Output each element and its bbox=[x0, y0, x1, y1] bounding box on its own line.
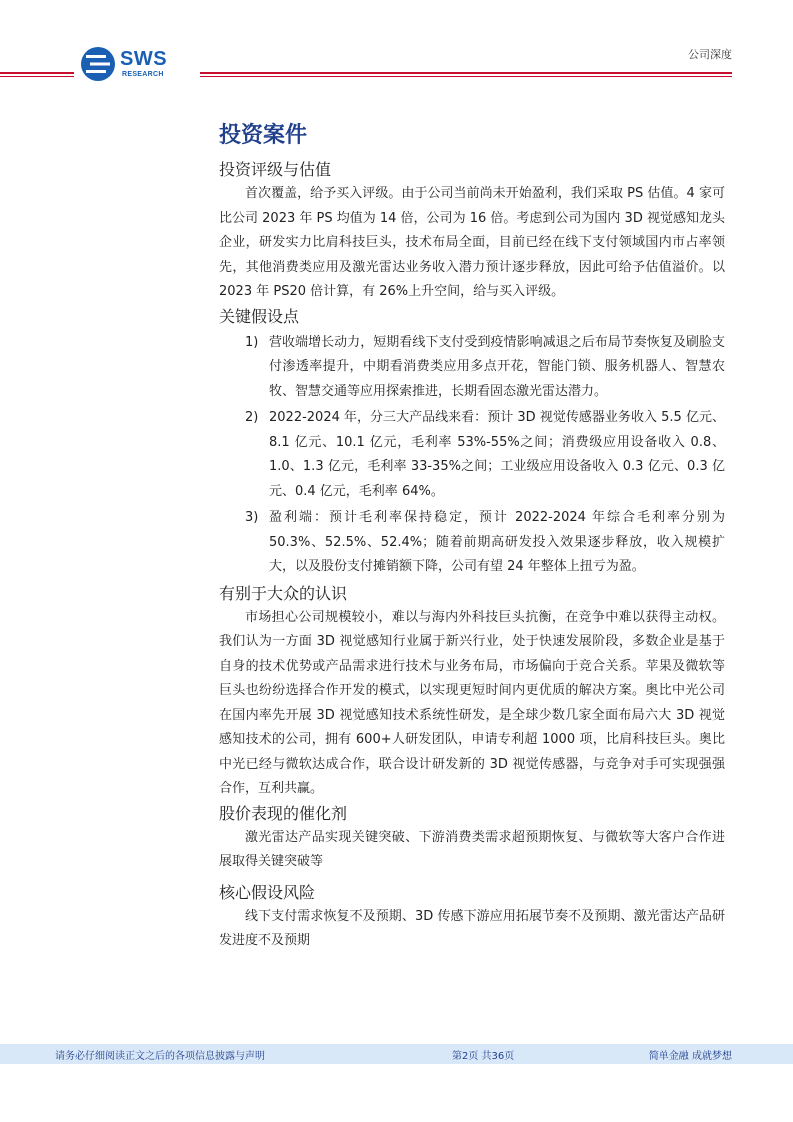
risks-paragraph: 线下支付需求恢复不及预期、3D 传感下游应用拓展节奏不及预期、激光雷达产品研发进度不及预期 bbox=[219, 908, 725, 948]
page-title: 投资案件 bbox=[219, 123, 308, 148]
logo-subtext: RESEARCH bbox=[122, 71, 164, 78]
page-number: 第2页 共36页 bbox=[452, 1051, 515, 1062]
list-item-text: 盈利端：预计毛利率保持稳定，预计 2022-2024 年综合毛利率分别为 50.3%、52.5%、52.4%；随着前期高研发投入效果逐步释放，收入规模扩大，以及股份支付摊销额下降，公司有望 24 年整体上扭亏为盈。 bbox=[269, 510, 725, 574]
header-rule-right bbox=[200, 72, 732, 74]
header-rule-left bbox=[0, 72, 74, 74]
logo-text: SWS bbox=[120, 48, 168, 70]
list-item bbox=[219, 406, 725, 504]
list-item-text: 2022-2024 年，分三大产品线来看：预计 3D 视觉传感器业务收入 5.5 亿元、8.1 亿元、10.1 亿元，毛利率 53%-55%之间；消费级应用设备收入 0.8、1.0、1.3 亿元，毛利率 33-35%之间；工业级应用设备收入 0.3 亿元、0.3 亿元、0.4 亿元，毛利率 64%。 bbox=[269, 410, 725, 499]
section-heading-assumptions: 关键假设点 bbox=[219, 306, 300, 326]
section-heading-risks: 核心假设风险 bbox=[219, 882, 316, 902]
catalysts-paragraph: 激光雷达产品实现关键突破、下游消费类需求超预期恢复、与微软等大客户合作进展取得关键突破等 bbox=[219, 829, 725, 869]
sws-logo bbox=[80, 46, 184, 82]
page-footer bbox=[0, 1044, 793, 1064]
sws-logo-icon bbox=[80, 46, 116, 82]
section-heading-differentiated-view: 有别于大众的认识 bbox=[219, 583, 348, 603]
list-item bbox=[219, 331, 725, 405]
header-rule-left-thin bbox=[0, 76, 74, 77]
section-heading-catalysts: 股价表现的催化剂 bbox=[219, 803, 348, 823]
valuation-paragraph: 首次覆盖，给予买入评级。由于公司当前尚未开始盈利，我们采取 PS 估值。4 家可比公司 2023 年 PS 均值为 14 倍，公司为 16 倍。考虑到公司为国内 3D 视觉感知龙头企业，研发实力比肩科技巨头，技术布局全面，目前已经在线下支付领域国内市占率领先，其他消费类应用及激光雷达业务收入潜力预计逐步释放，因此可给予估值溢价。以 2023 年 PS20 倍计算，有 26%上升空间，给与买入评级。 bbox=[219, 186, 725, 299]
assumptions-list bbox=[219, 331, 725, 580]
footer-slogan: 简单金融 成就梦想 bbox=[648, 1051, 732, 1062]
main-content bbox=[219, 120, 725, 954]
footer-disclaimer: 请务必仔细阅读正文之后的各项信息披露与声明 bbox=[55, 1051, 265, 1062]
header-rule-right-thin bbox=[200, 76, 732, 77]
list-item-text: 营收端增长动力，短期看线下支付受到疫情影响减退之后布局节奏恢复及刷脸支付渗透率提升，中期看消费类应用多点开花，智能门锁、服务机器人、智慧农牧、智慧交通等应用探索推进，长期看固态激光雷达潜力。 bbox=[269, 334, 725, 399]
list-item-number: 1) bbox=[245, 334, 259, 350]
section-heading-valuation: 投资评级与估值 bbox=[219, 160, 332, 179]
list-item-number: 3) bbox=[245, 510, 259, 525]
list-item-number: 2) bbox=[245, 410, 259, 425]
list-item bbox=[219, 506, 725, 580]
report-type-label: 公司深度 bbox=[688, 48, 732, 61]
differentiated-view-paragraph: 市场担心公司规模较小，难以与海内外科技巨头抗衡，在竞争中难以获得主动权。我们认为一方面 3D 视觉感知行业属于新兴行业，处于快速发展阶段，多数企业是基于自身的技术优势或产品需求进行技术与业务布局，市场偏向于竞合关系。苹果及微软等巨头也纷纷选择合作开发的模式，以实现更短时间内更优质的解决方案。奥比中光公司在国内率先开展 3D 视觉感知技术系统性研发，是全球少数几家全面布局六大 3D 视觉感知技术的公司，拥有 600+人研发团队，申请专利超 1000 项，比肩科技巨头。奥比中光已经与微软达成合作，联合设计研发新的 3D 视觉传感器，与竞争对手可实现强强合作，互利共赢。 bbox=[219, 609, 725, 796]
